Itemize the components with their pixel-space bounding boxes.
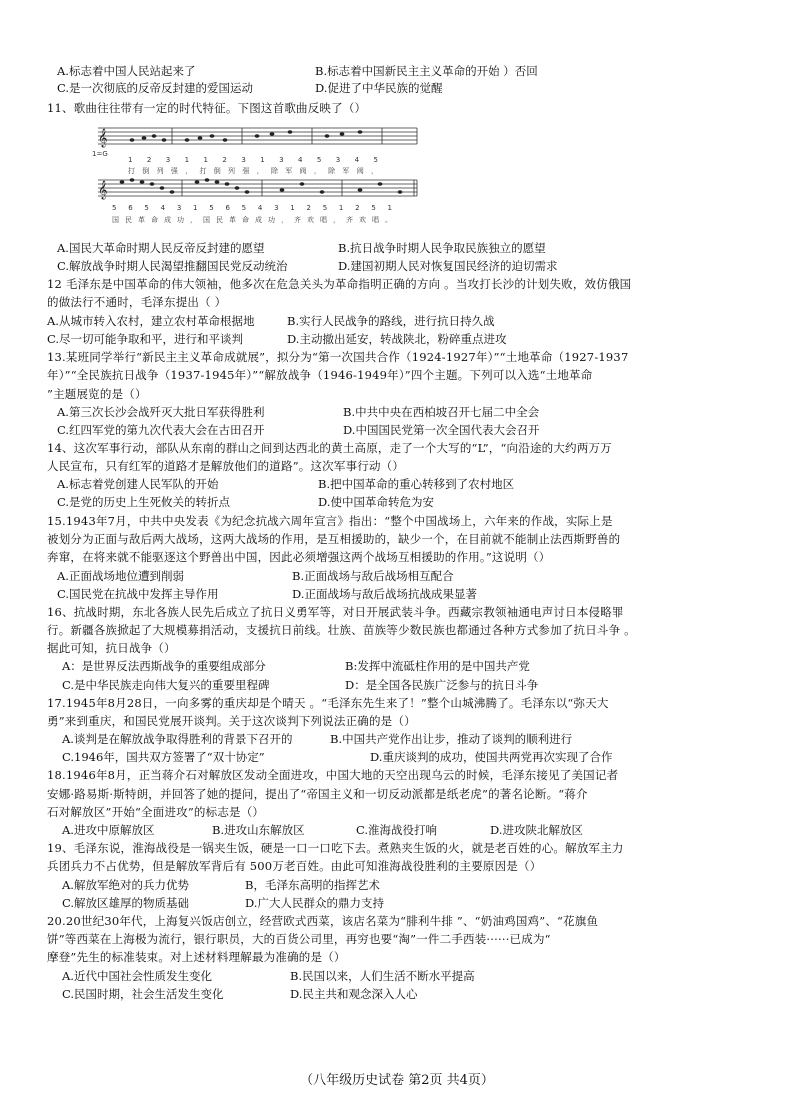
q18-option-a: A.进攻中原解放区 [62, 823, 155, 837]
q12-stem-line1: 12 毛泽东是中国革命的伟大领袖，他多次在危急关头为革命指明正确的方向 。当攻打长沙的计划失败，效仿俄国 [47, 277, 632, 291]
q10-option-c: C.是一次彻底的反帝反封建的爱国运动 [57, 81, 254, 95]
song-row1-numbers: 1 2 3 1 1 2 3 1 3 4 5 3 4 5 [128, 156, 379, 164]
song-score-image [92, 122, 422, 230]
q19-stem-line2: 兵团兵力不占优势，但是解放军背后有 500万老百姓。由此可知淮海战役胜利的主要原因是（） [47, 859, 542, 873]
q14-option-a: A.标志着党创建人民军队的开始 [57, 477, 219, 491]
q13-option-b: B.中共中央在西柏坡召开七届二中全会 [343, 405, 540, 419]
song-row2-lyrics: 国民革命成功，国民革命成功，齐欢唱，齐欢唱。 [112, 216, 392, 224]
page-footer: （八年级历史试卷 第2页 共4页） [300, 1073, 494, 1088]
q20-option-a: A.近代中国社会性质发生变化 [62, 969, 212, 983]
q14-option-d: D.使中国革命转危为安 [318, 495, 434, 509]
q20-option-c: C.民国时期，社会生活发生变化 [62, 987, 224, 1001]
q12-option-c: C.尽一切可能争取和平，进行和平谈判 [47, 332, 244, 346]
q12-option-b: B.实行人民战争的路线，进行抗日持久战 [287, 314, 495, 328]
q16-option-a: A：是世界反法西斯战争的重要组成部分 [62, 659, 266, 673]
q19-option-c: C.解放区雄厚的物质基础 [62, 896, 190, 910]
song-key: 1=G [92, 150, 108, 158]
q13-stem-line1: 13.某班同学举行“新民主主义革命成就展”，拟分为“第一次国共合作（1924-1927年）”“土地革命（1927-1937 [47, 350, 629, 364]
svg-text:𝄞: 𝄞 [98, 180, 108, 199]
q20-stem-line3: 摩登”先生的标准装束。对上述材料理解最为准确的是（） [47, 950, 346, 964]
q13-option-d: D.中国国民党第一次全国代表大会召开 [343, 423, 540, 437]
q13-option-c: C.红四军党的第九次代表大会在古田召开 [57, 423, 265, 437]
q12-option-a: A.从城市转入农村，建立农村革命根据地 [47, 314, 255, 328]
q10-option-d: D.促进了中华民族的觉醒 [315, 81, 443, 95]
q14-stem-line1: 14、这次军事行动，部队从东南的群山之间到达西北的黄土高原，走了一个大写的“L”，“向沿途的大约两万万 [47, 441, 612, 455]
q11-option-b: B.抗日战争时期人民争取民族独立的愿望 [338, 241, 546, 255]
q13-stem-line2: 年）”“全民族抗日战争（1937-1945年）”“解放战争（1946-1949年）”四个主题。下列可以入选“土地革命 [47, 368, 593, 382]
q19-option-d: D.广大人民群众的鼎力支持 [245, 896, 384, 910]
q17-option-c: C.1946年，国共双方签署了“双十协定” [62, 750, 265, 764]
q11-option-a: A.国民大革命时期人民反帝反封建的愿望 [57, 241, 265, 255]
q11-stem: 11、歌曲往往带有一定的时代特征。下图这首歌曲反映了（） [47, 101, 367, 115]
song-row2-numbers: 5 6 5 4 3 1 5 6 5 4 3 1 2 5 1 2 5 1 [112, 204, 393, 212]
q12-option-d: D.主动撤出延安，转战陕北，粉碎重点进攻 [287, 332, 507, 346]
q16-option-c: C.是中华民族走向伟大复兴的重要里程碑 [62, 678, 270, 692]
q14-stem-line2: 人民宣布，只有红军的道路才是解放他们的道路”。这次军事行动（） [47, 459, 405, 473]
q18-stem-line3: 石对解放区”开始“全面进攻”的标志是（） [47, 805, 265, 819]
q15-stem-line1: 15.1943年7月，中共中央发表《为纪念抗战六周年宣言》指出：“整个中国战场上，六年来的作战，实际上是 [47, 514, 613, 528]
q12-stem-line2: 的做法行不通时，毛泽东提出（ ） [47, 295, 227, 309]
q14-option-c: C.是党的历史上生死攸关的转折点 [57, 495, 231, 509]
q14-option-b: B.把中国革命的重心转移到了农村地区 [318, 477, 515, 491]
q18-option-d: D.进攻陕北解放区 [490, 823, 583, 837]
q16-option-d: D：是全国各民族广泛参与的抗日斗争 [345, 678, 539, 692]
q17-option-a: A.谈判是在解放战争取得胜利的背景下召开的 [62, 732, 293, 746]
q18-option-b: B.进攻山东解放区 [212, 823, 305, 837]
song-row1-lyrics: 打倒列强，打倒列强，除军阀，除军阀， [128, 167, 379, 175]
q17-option-d: D.重庆谈判的成功，使国共两党再次实现了合作 [370, 750, 613, 764]
q20-option-b: B.民国以来，人们生活不断水平提高 [290, 969, 475, 983]
q13-stem-line3: ”主题展览的是（） [47, 387, 147, 401]
q17-stem-line1: 17.1945年8月28日，一向多雾的重庆却是个晴天 。“毛泽东先生来了！”整个山城沸腾了。毛泽东以“弥天大 [47, 696, 609, 710]
q18-stem-line2: 安娜·路易斯·斯特朗，并回答了她的提问，提出了“帝国主义和一切反动派都是纸老虎”的著名论断。“蒋介 [47, 787, 588, 801]
q18-option-c: C.淮海战役打响 [356, 823, 438, 837]
q15-option-a: A.正面战场地位遭到削弱 [57, 569, 184, 583]
q19-option-a: A.解放军绝对的兵力优势 [62, 878, 189, 892]
q16-stem-line3: 据此可知，抗日战争（） [47, 641, 176, 655]
q11-option-c: C.解放战争时期人民渴望推翻国民党反动统治 [57, 259, 288, 273]
q20-stem-line2: 饼”等西菜在上海极为流行，银行职员，大的百货公司里，再穷也要“淘”一件二手西装······已成为“ [47, 932, 551, 946]
q19-option-b: B，毛泽东高明的指挥艺术 [245, 878, 380, 892]
q15-option-c: C.国民党在抗战中发挥主导作用 [57, 587, 219, 601]
q16-stem-line2: 行。新疆各族掀起了大规模募捐活动，支援抗日前线。壮族、苗族等少数民族也都通过各种方式参加了抗日斗争 。 [47, 623, 636, 637]
q15-stem-line2: 被划分为正面与敌后两大战场，这两大战场的作用，是互相援助的，缺少一个，在目前就不能制止法西斯野兽的 [47, 532, 621, 546]
q15-stem-line3: 奔窜，在将来就不能驱逐这个野兽出中国，因此必须增强这两个战场互相援助的作用。”这说明（） [47, 550, 551, 564]
q19-stem-line1: 19、毛泽东说，淮海战役是一锅夹生饭，硬是一口一口吃下去。煮熟夹生饭的火，就是老百姓的心。解放军主力 [47, 841, 624, 855]
q18-stem-line1: 18.1946年8月，正当蒋介石对解放区发动全面进攻，中国大地的天空出现乌云的时候，毛泽东接见了美国记者 [47, 768, 619, 782]
q20-option-d: D.民主共和观念深入人心 [290, 987, 418, 1001]
q10-option-b: B.标志着中国新民主主义革命的开始 ）否回 [315, 64, 538, 78]
q20-stem-line1: 20.20世纪30年代，上海复兴饭店创立，经营欧式西菜，该店名菜为“腓利牛排 ”、“奶油鸡国鸡”、“花旗鱼 [47, 914, 599, 928]
svg-text:𝄞: 𝄞 [98, 128, 108, 147]
q16-option-b: B:发挥中流砥柱作用的是中国共产党 [345, 659, 530, 673]
q17-option-b: B.中国共产党作出让步，推动了谈判的顺利进行 [330, 732, 573, 746]
q10-option-a: A.标志着中国人民站起来了 [57, 64, 196, 78]
q15-option-b: B.正面战场与敌后战场相互配合 [292, 569, 454, 583]
q13-option-a: A.第三次长沙会战歼灭大批日军获得胜利 [57, 405, 265, 419]
q16-stem-line1: 16、抗战时期，东北各族人民先后成立了抗日义勇军等，对日开展武装斗争。西藏宗教领袖通电声讨日本侵略罪 [47, 605, 624, 619]
q17-stem-line2: 勇”来到重庆，和国民党展开谈判。关于这次谈判下列说法正确的是（） [47, 714, 416, 728]
q11-option-d: D.建国初期人民对恢复国民经济的迫切需求 [338, 259, 558, 273]
q15-option-d: D.正面战场与敌后战场抗战成果显著 [292, 587, 477, 601]
